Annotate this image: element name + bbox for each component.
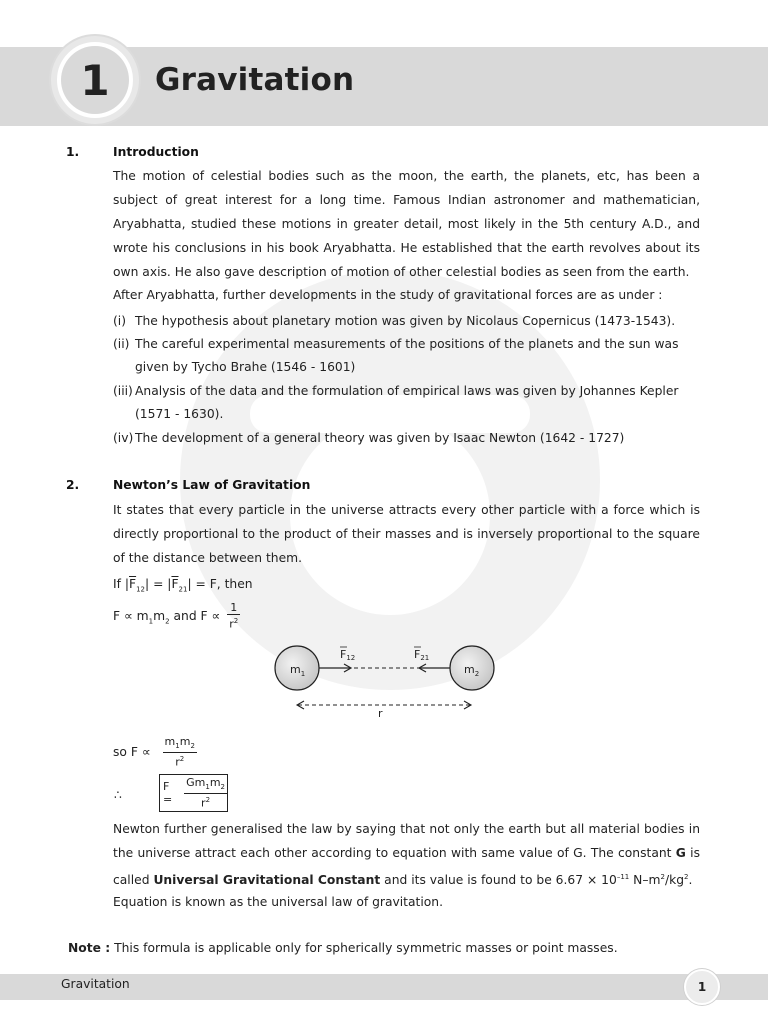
mass-2-label: m	[464, 663, 475, 676]
list-item: (iii) Analysis of the data and the formulation of empirical laws was given by Johannes Kepler	[113, 384, 679, 398]
intro-paragraph: The motion of celestial bodies such as the moon, the earth, the planets, etc, has been a subject of great interest for a long time. Famous Indian astronomer and mathematician, Aryabhatta, studied these motions in greater detail, most likely in the 5th century A.D., and wrote his conclusions in his book Aryabhatta. He established that the earth revolves about its own axis. He also gave description of motion of other celestial bodies as seen from the earth.	[113, 169, 700, 279]
gravitation-formula-box: F = $\frac{Gm_1m_2}{r^2}$	[159, 774, 228, 812]
mass-1-label: m	[290, 663, 301, 676]
section-title: Newton’s Law of Gravitation	[113, 478, 311, 492]
therefore-symbol: ∴	[114, 788, 122, 802]
chapter-title: Gravitation	[155, 62, 355, 98]
distance-label: r	[378, 707, 383, 720]
note-label: Note :	[68, 941, 111, 955]
footer-title: Gravitation	[61, 977, 130, 991]
magnitude-equation: If $|\overline{F}_{12}| = |\overline{F}_{21}| = F$, then	[113, 577, 253, 594]
two-mass-diagram	[260, 638, 510, 723]
developments-lead: After Aryabhatta, further developments in the study of gravitational forces are as under :	[113, 288, 663, 302]
list-item-continuation: (1571 - 1630).	[135, 407, 224, 421]
chapter-number-badge	[51, 36, 139, 124]
note	[68, 938, 618, 958]
list-item: (ii) The careful experimental measurements of the positions of the planets and the sun was	[113, 337, 679, 351]
proportionality-combined: so F ∝ $\frac{m_1m_2}{r^2}$	[113, 735, 195, 769]
universal-law-statement: Equation is known as the universal law of gravitation.	[113, 895, 443, 909]
force-12-label: F	[340, 648, 347, 661]
section-number: 2.	[66, 478, 80, 492]
list-item: (i) The hypothesis about planetary motion was given by Nicolaus Copernicus (1473-1543).	[113, 314, 676, 328]
list-item: (iv) The development of a general theory was given by Isaac Newton (1642 - 1727)	[113, 431, 625, 445]
section-title: Introduction	[113, 145, 199, 159]
list-item-continuation: given by Tycho Brahe (1546 - 1601)	[135, 360, 356, 374]
svg-text:F21: F21	[414, 648, 430, 662]
note-text: This formula is applicable only for spherically symmetric masses or point masses.	[114, 941, 618, 955]
law-generalisation-paragraph: Newton further generalised the law by saying that not only the earth but all material bodies in the universe attract each other according to equation with same value of G. The constant G is called Universal Gravitational Constant and its value is found to be $6.67 \times 10^{-11}$ $N-m^2/kg^2$.	[113, 822, 700, 888]
page-number: 1	[684, 969, 720, 1005]
svg-text:m1: $m_1$	[290, 663, 306, 678]
section-number: 1.	[66, 145, 80, 159]
chapter-number: 1	[80, 55, 110, 105]
svg-text:F12: F12	[340, 648, 356, 662]
force-21-label: F	[414, 648, 421, 661]
proportionality-statement: $F \propto m_1m_2$ and F ∝ $\frac{1}{r^2}$	[113, 601, 239, 631]
svg-text:m2: $m_2$	[464, 663, 480, 678]
law-paragraph: It states that every particle in the universe attracts every other particle with a force which is directly proportional to the product of their masses and is inversely proportional to the square of the distance between them.	[113, 503, 700, 565]
